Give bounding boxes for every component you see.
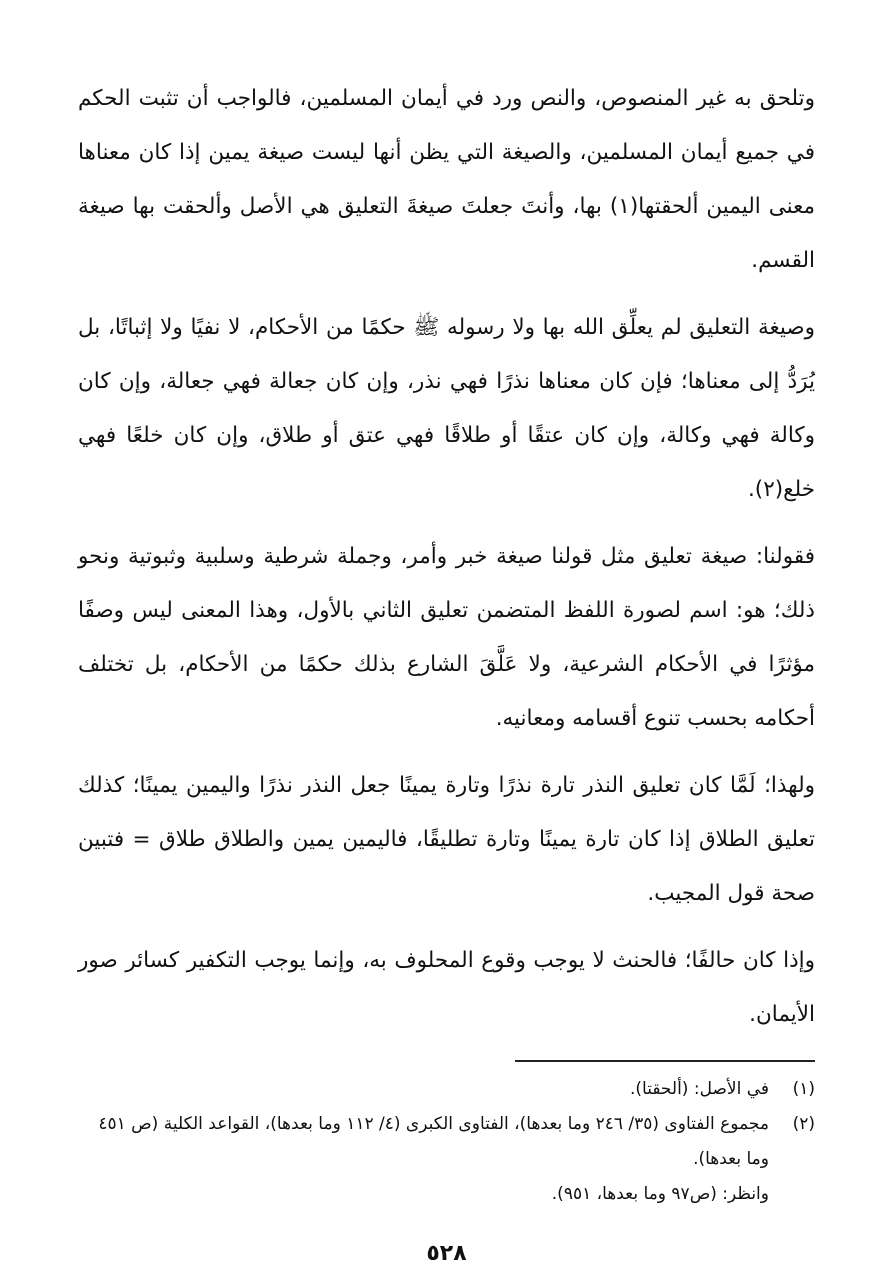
paragraph-3: فقولنا: صيغة تعليق مثل قولنا صيغة خبر وأمر، وجملة شرطية وسلبية وثبوتية ونحو ذلك؛ هو: اسم لصورة اللفظ المتضمن تعليق الثاني بالأول، وهذا المعنى ليس وصفًا مؤثرًا في الأحكام الشرعية، ولا عَلَّقَ الشارع بذلك حكمًا من الأحكام، بل تختلف أحكامه بحسب تنوع أقسامه ومعانيه.: [78, 544, 815, 731]
footnote-line: وانظر: (ص٩٧ وما بعدها، ٩٥١).: [551, 1184, 769, 1204]
footnote-line: في الأصل: (ألحقتا).: [629, 1079, 769, 1099]
footnote-separator: [515, 1060, 815, 1062]
page-number: ٥٢٨: [426, 1241, 467, 1266]
paragraph-2: وصيغة التعليق لم يعلِّق الله بها ولا رسوله ﷺ حكمًا من الأحكام، لا نفيًا ولا إثباتًا، بل يُرَدُّ إلى معناها؛ فإن كان معناها نذرًا فهي نذر، وإن كان جعالة فهي جعالة، وإن كان وكالة فهي وكالة، وإن كان عتقًا أو طلاقًا فهي عتق أو طلاق، وإن كان خلعًا فهي خلع(٢).: [78, 315, 815, 502]
paragraph-5: وإذا كان حالفًا؛ فالحنث لا يوجب وقوع المحلوف به، وإنما يوجب التكفير كسائر صور الأيمان.: [78, 948, 815, 1027]
main-text: [78, 72, 815, 1042]
footnote-line: مجموع الفتاوى (٣٥/ ٢٤٦ وما بعدها)، الفتاوى الكبرى (٤/ ١١٢ وما بعدها)، القواعد الكلية (ص ٤٥١ وما بعدها).: [98, 1114, 769, 1169]
paragraph-4: ولهذا؛ لَمَّا كان تعليق النذر تارة نذرًا وتارة يمينًا جعل النذر نذرًا واليمين يمينًا؛ كذلك تعليق الطلاق إذا كان تارة يمينًا وتارة تطليقًا، فاليمين يمين والطلاق طلاق = فتبين صحة قول المجيب.: [78, 773, 815, 906]
paragraph-1: وتلحق به غير المنصوص، والنص ورد في أيمان المسلمين، فالواجب أن تثبت الحكم في جميع أيمان المسلمين، والصيغة التي يظن أنها ليست صيغة يمين إذا كان معناها معنى اليمين ألحقتها(١) بها، وأنتَ جعلتَ صيغةَ التعليق هي الأصل وألحقت بها صيغة القسم.: [78, 86, 815, 273]
footnote-2: [78, 1107, 815, 1212]
footnote-number: (١): [792, 1079, 815, 1099]
footnote-text: [78, 1072, 769, 1107]
footnote-1: [78, 1072, 815, 1107]
footnote-text: [78, 1107, 769, 1212]
book-page: [78, 72, 815, 1252]
footnote-number: (٢): [792, 1114, 815, 1134]
footnotes: [78, 1072, 815, 1212]
